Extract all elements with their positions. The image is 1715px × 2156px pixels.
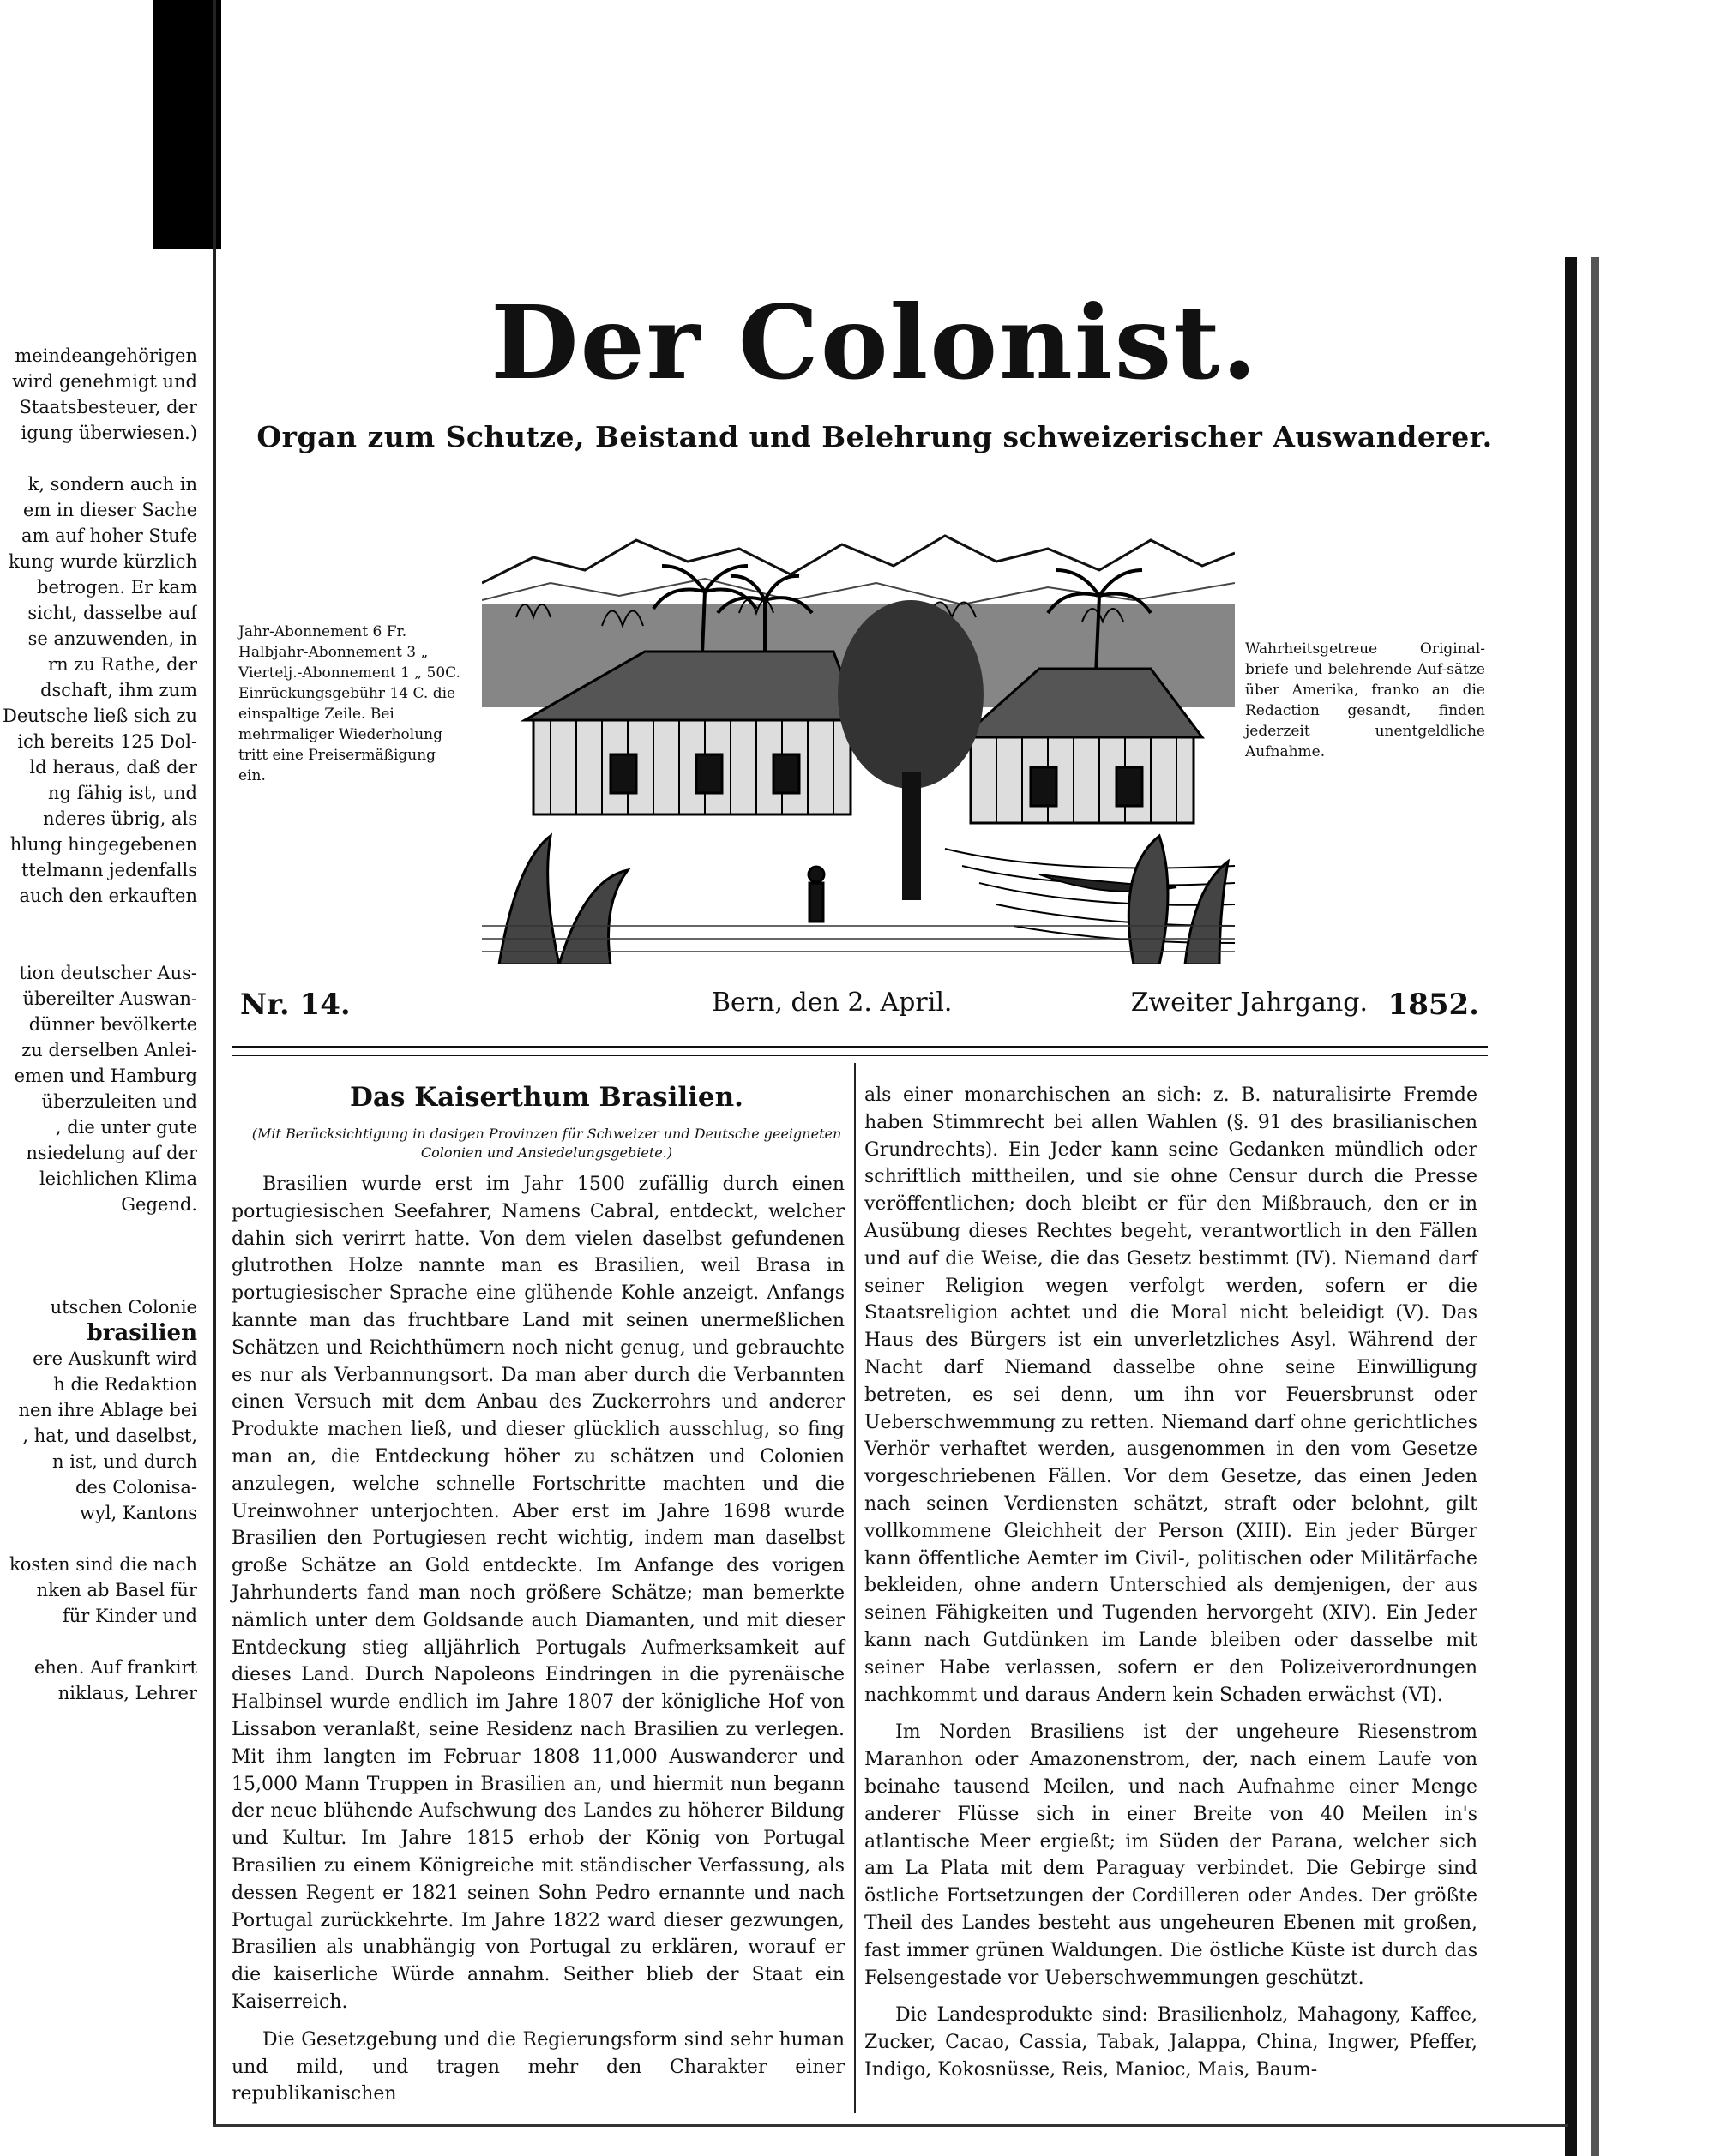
fragment-line: n ist, und durch [52,1451,197,1472]
fragment-heading-bold: brasilien [87,1320,197,1346]
fragment-mid [0,471,197,909]
fragment-line: , die unter gute [55,1117,197,1138]
fragment-line: kosten sind die nach [9,1554,197,1575]
issue-volume: Zweiter Jahrgang. [1130,988,1368,1018]
fragment-top [0,343,197,446]
fragment-line: des Colonisa- [75,1477,197,1498]
fragment-line: tion deutscher Aus- [19,963,197,983]
article-paragraph: Im Norden Brasiliens ist der ungeheure Riesenstrom Maranhon oder Amazonenstrom, der, nach einem Laufe von beinahe tausend Meilen, und nach Aufnahme einer Menge anderer Flüsse sich in einer Breite von 40 Meilen in's atlantische Meer ergießt; im Süden der Parana, welcher sich am La Plata mit dem Paraguay verbindet. Die Gebirge sind östliche Fortsetzungen der Cordilleren oder Andes. Der größte Theil des Landes besteht aus ungeheuren Ebenen mit großen, fast immer grünen Waldungen. Die östliche Küste ist durch das Felsengestade vor Ueberschwemmungen geschützt. [864,1721,1477,1989]
fragment-line: em in dieser Sache [22,500,197,520]
subscription-line: Viertelj.-Abonnement 1 „ 50C. [238,664,460,682]
issue-date: Bern, den 2. April. [712,988,953,1018]
fragment-line: dünner bevölkerte [28,1014,197,1035]
subscription-line: Jahr-Abonnement 6 Fr. [238,623,407,640]
article-column-right [864,1082,1477,2084]
fragment-line: überzuleiten und [41,1091,197,1112]
page-bottom-edge [213,2124,1568,2127]
subscription-line: mehrmaliger Wiederholung [238,726,442,743]
column-divider [854,1063,856,2113]
editorial-note: Wahrheitsgetreue Original-briefe und belehrende Auf-sätze über Amerika, franko an die Redaction gesandt, finden jederzeit unentgeldliche Aufnahme. [1245,640,1485,760]
issue-bar [240,988,1479,1030]
colony-landscape-illustration [482,523,1235,964]
subscription-line: Halbjahr-Abonnement 3 „ [238,644,429,661]
subscription-line: tritt eine Preisermäßigung [238,747,436,764]
fragment-low [0,960,197,1217]
masthead-title: Der Colonist. [490,283,1259,402]
fragment-line: meindeangehörigen [15,345,197,366]
fragment-line: auch den erkauften [19,886,197,906]
fragment-line: Staatsbesteuer, der [19,397,197,417]
fragment-line: h die Redaktion [53,1374,197,1395]
fragment-line: übereilter Auswan- [22,988,197,1009]
fragment-line: nken ab Basel für [36,1580,197,1600]
subscription-line: Einrückungsgebühr 14 C. die [238,685,456,702]
fragment-line: ng fähig ist, und [47,783,197,803]
book-spine [1565,257,1715,2156]
fragment-line: ehen. Auf frankirt [33,1657,197,1678]
article-paragraph: Die Landesprodukte sind: Brasilienholz, Mahagony, Kaffee, Zucker, Cacao, Cassia, Tabak, Jalappa, China, Ingwer, Pfeffer, Indigo, Kokosnüsse, Reis, Manioc, Mais, Baum- [864,2004,1477,2081]
issue-year: 1852. [1387,988,1479,1022]
fragment-line: k, sondern auch in [27,474,197,495]
fragment-heading: utschen Colonie [50,1297,197,1318]
fragment-line: wyl, Kantons [79,1503,197,1523]
article-column-left [232,1171,845,2108]
fragment-line: ere Auskunft wird [33,1348,197,1369]
fragment-line: Deutsche ließ sich zu [2,706,197,726]
subscription-line: einspaltige Zeile. Bei [238,706,394,723]
scan-edge-black-bar [153,0,221,249]
fragment-line: , hat, und daselbst, [22,1426,197,1446]
fragment-line: se anzuwenden, in [27,628,197,649]
fragment-line: igung überwiesen.) [21,423,197,443]
fragment-line: hlung hingegebenen [9,834,197,855]
fragment-line: niklaus, Lehrer [57,1683,197,1703]
fragment-line: für Kinder und [62,1606,197,1626]
article-title: Das Kaiserthum Brasilien. [350,1082,743,1113]
fragment-line: wird genehmigt und [12,371,197,392]
fragment-line: kung wurde kürzlich [8,551,197,572]
page-left-edge [213,0,216,2126]
fragment-line: leichlichen Klima [39,1168,197,1189]
fragment-line: ttelmann jedenfalls [21,860,197,880]
fragment-line: nen ihre Ablage bei [18,1400,197,1420]
fragment-line: Gegend. [121,1194,197,1215]
masthead-subtitle: Organ zum Schutze, Beistand und Belehrung schweizerischer Auswanderer. [256,420,1493,453]
fragment-bottom [0,1294,197,1706]
article-subtitle: (Mit Berücksichtigung in dasigen Provinzen für Schweizer und Deutsche geeigneten Colonien und Ansiedelungsgebiete.) [251,1126,842,1161]
fragment-line: ich bereits 125 Dol- [17,731,197,752]
fragment-line: nderes übrig, als [43,808,197,829]
fragment-line: rn zu Rathe, der [48,654,197,675]
fragment-line: ld heraus, daß der [29,757,197,778]
article-paragraph: Die Gesetzgebung und die Regierungsform sind sehr human und mild, und tragen mehr den Charakter einer republikanischen [232,2028,845,2105]
standing-figure [809,867,824,922]
fragment-line: nsiedelung auf der [26,1143,197,1163]
fragment-line: zu derselben Anlei- [21,1040,197,1060]
issue-number: Nr. 14. [240,988,351,1022]
subscription-box [238,622,478,786]
subscription-line: ein. [238,767,266,784]
fragment-line: betrogen. Er kam [37,577,197,598]
article-paragraph: Brasilien wurde erst im Jahr 1500 zufällig durch einen portugiesischen Seefahrer, Namens Cabral, entdeckt, welcher dahin sich verirrt hatte. Von dem vielen daselbst gefundenen glutrothen Holze nannte man es Brasilien, weil Brasa in portugiesischer Sprache eine glühende Kohle anzeigt. Anfangs kannte man das fruchtbare Land mit seinen unermeßlichen Schätzen und Reichthümern noch nicht genug, und gebrauchte es nur als Verbannungsort. Da man aber durch die Verbannten einen Versuch mit dem Anbau des Zuckerrohrs und anderer Produkte machen ließ, und dieser glücklich ausschlug, so fing man an, die Entdeckung höher zu schätzen und Colonien anzulegen, welche schnelle Fortschritte machten und die Ureinwohner unterjochten. Aber erst im Jahre 1698 wurde Brasilien den Portugiesen recht wichtig, indem man daselbst große Schätze an Gold entdeckte. Im Anfange des vorigen Jahrhunderts fand man noch größere Schätze; man bemerkte nämlich unter dem Goldsande auch Diamanten, und mit dieser Entdeckung stieg alljährlich Portugals Aufmerksamkeit auf dieses Land. Durch Napoleons Eindringen in die pyrenäische Halbinsel wurde endlich im Jahre 1807 der königliche Hof von Lissabon veranlaßt, seine Residenz nach Brasilien zu verlegen. Mit ihm langten im Februar 1808 11,000 Auswanderer und 15,000 Mann Truppen in Brasilien an, und hiermit nun begann der neue blühende Aufschwung des Landes zu höherer Bildung und Kultur. Im Jahre 1815 erhob der König von Portugal Brasilien zu einem Königreiche mit ständischer Verfassung, als dessen Regent er 1821 seinen Sohn Pedro ernannte und nach Portugal zurückkehrte. Im Jahre 1822 ward dieser gezwungen, Brasilien als unabhängig von Portugal zu erklären, worauf er die kaiserliche Würde annahm. Seither blieb der Staat ein Kaiserreich. [232,1174,845,2013]
header-rule [232,1046,1488,1056]
fragment-line: sicht, dasselbe auf [27,603,197,623]
fragment-line: am auf hoher Stufe [21,525,197,546]
article-paragraph: als einer monarchischen an sich: z. B. naturalisirte Fremde haben Stimmrecht bei allen Wahlen (§. 91 des brasilianischen Grundrechts). Ein Jeder kann seine Gedanken mündlich oder schriftlich mittheilen, und sie ohne Censur durch die Presse veröffentlichen; doch bleibt er für den Mißbrauch, den er in Ausübung dieses Rechtes begeht, verantwortlich in den Fällen und auf die Weise, die das Gesetz bestimmt (IV). Niemand darf seiner Religion wegen verfolgt werden, sofern er die Staatsreligion achtet und die Moral nicht beleidigt (V). Das Haus des Bürgers ist ein unverletzliches Asyl. Während der Nacht darf Niemand dasselbe ohne seine Einwilligung betreten, es sei denn, um ihn vor Feuersbrunst oder Ueberschwemmung zu retten. Niemand darf ohne gerichtliches Verhör verhaftet werden, ausgenommen in den vom Gesetze vorgeschriebenen Fällen. Vor dem Gesetze, das einen Jeden nach seinen Verdiensten schätzt, straft oder belohnt, gilt vollkommene Gleichheit der Person (XIII). Ein jeder Bürger kann öffentliche Aemter im Civil-, politischen oder Militärfache bekleiden, ohne andern Unterschied als demjenigen, der aus seinen Fähigkeiten und Tugenden hervorgeht (XIV). Ein Jeder kann nach Gutdünken im Lande bleiben oder dasselbe mit seiner Habe verlassen, sofern er den Polizeiverordnungen nachkommt und daraus Andern kein Schaden erwächst (VI). [864,1084,1477,1706]
fragment-line: emen und Hamburg [14,1066,197,1086]
fragment-line: dschaft, ihm zum [40,680,197,700]
previous-page-fragment [0,343,197,1706]
